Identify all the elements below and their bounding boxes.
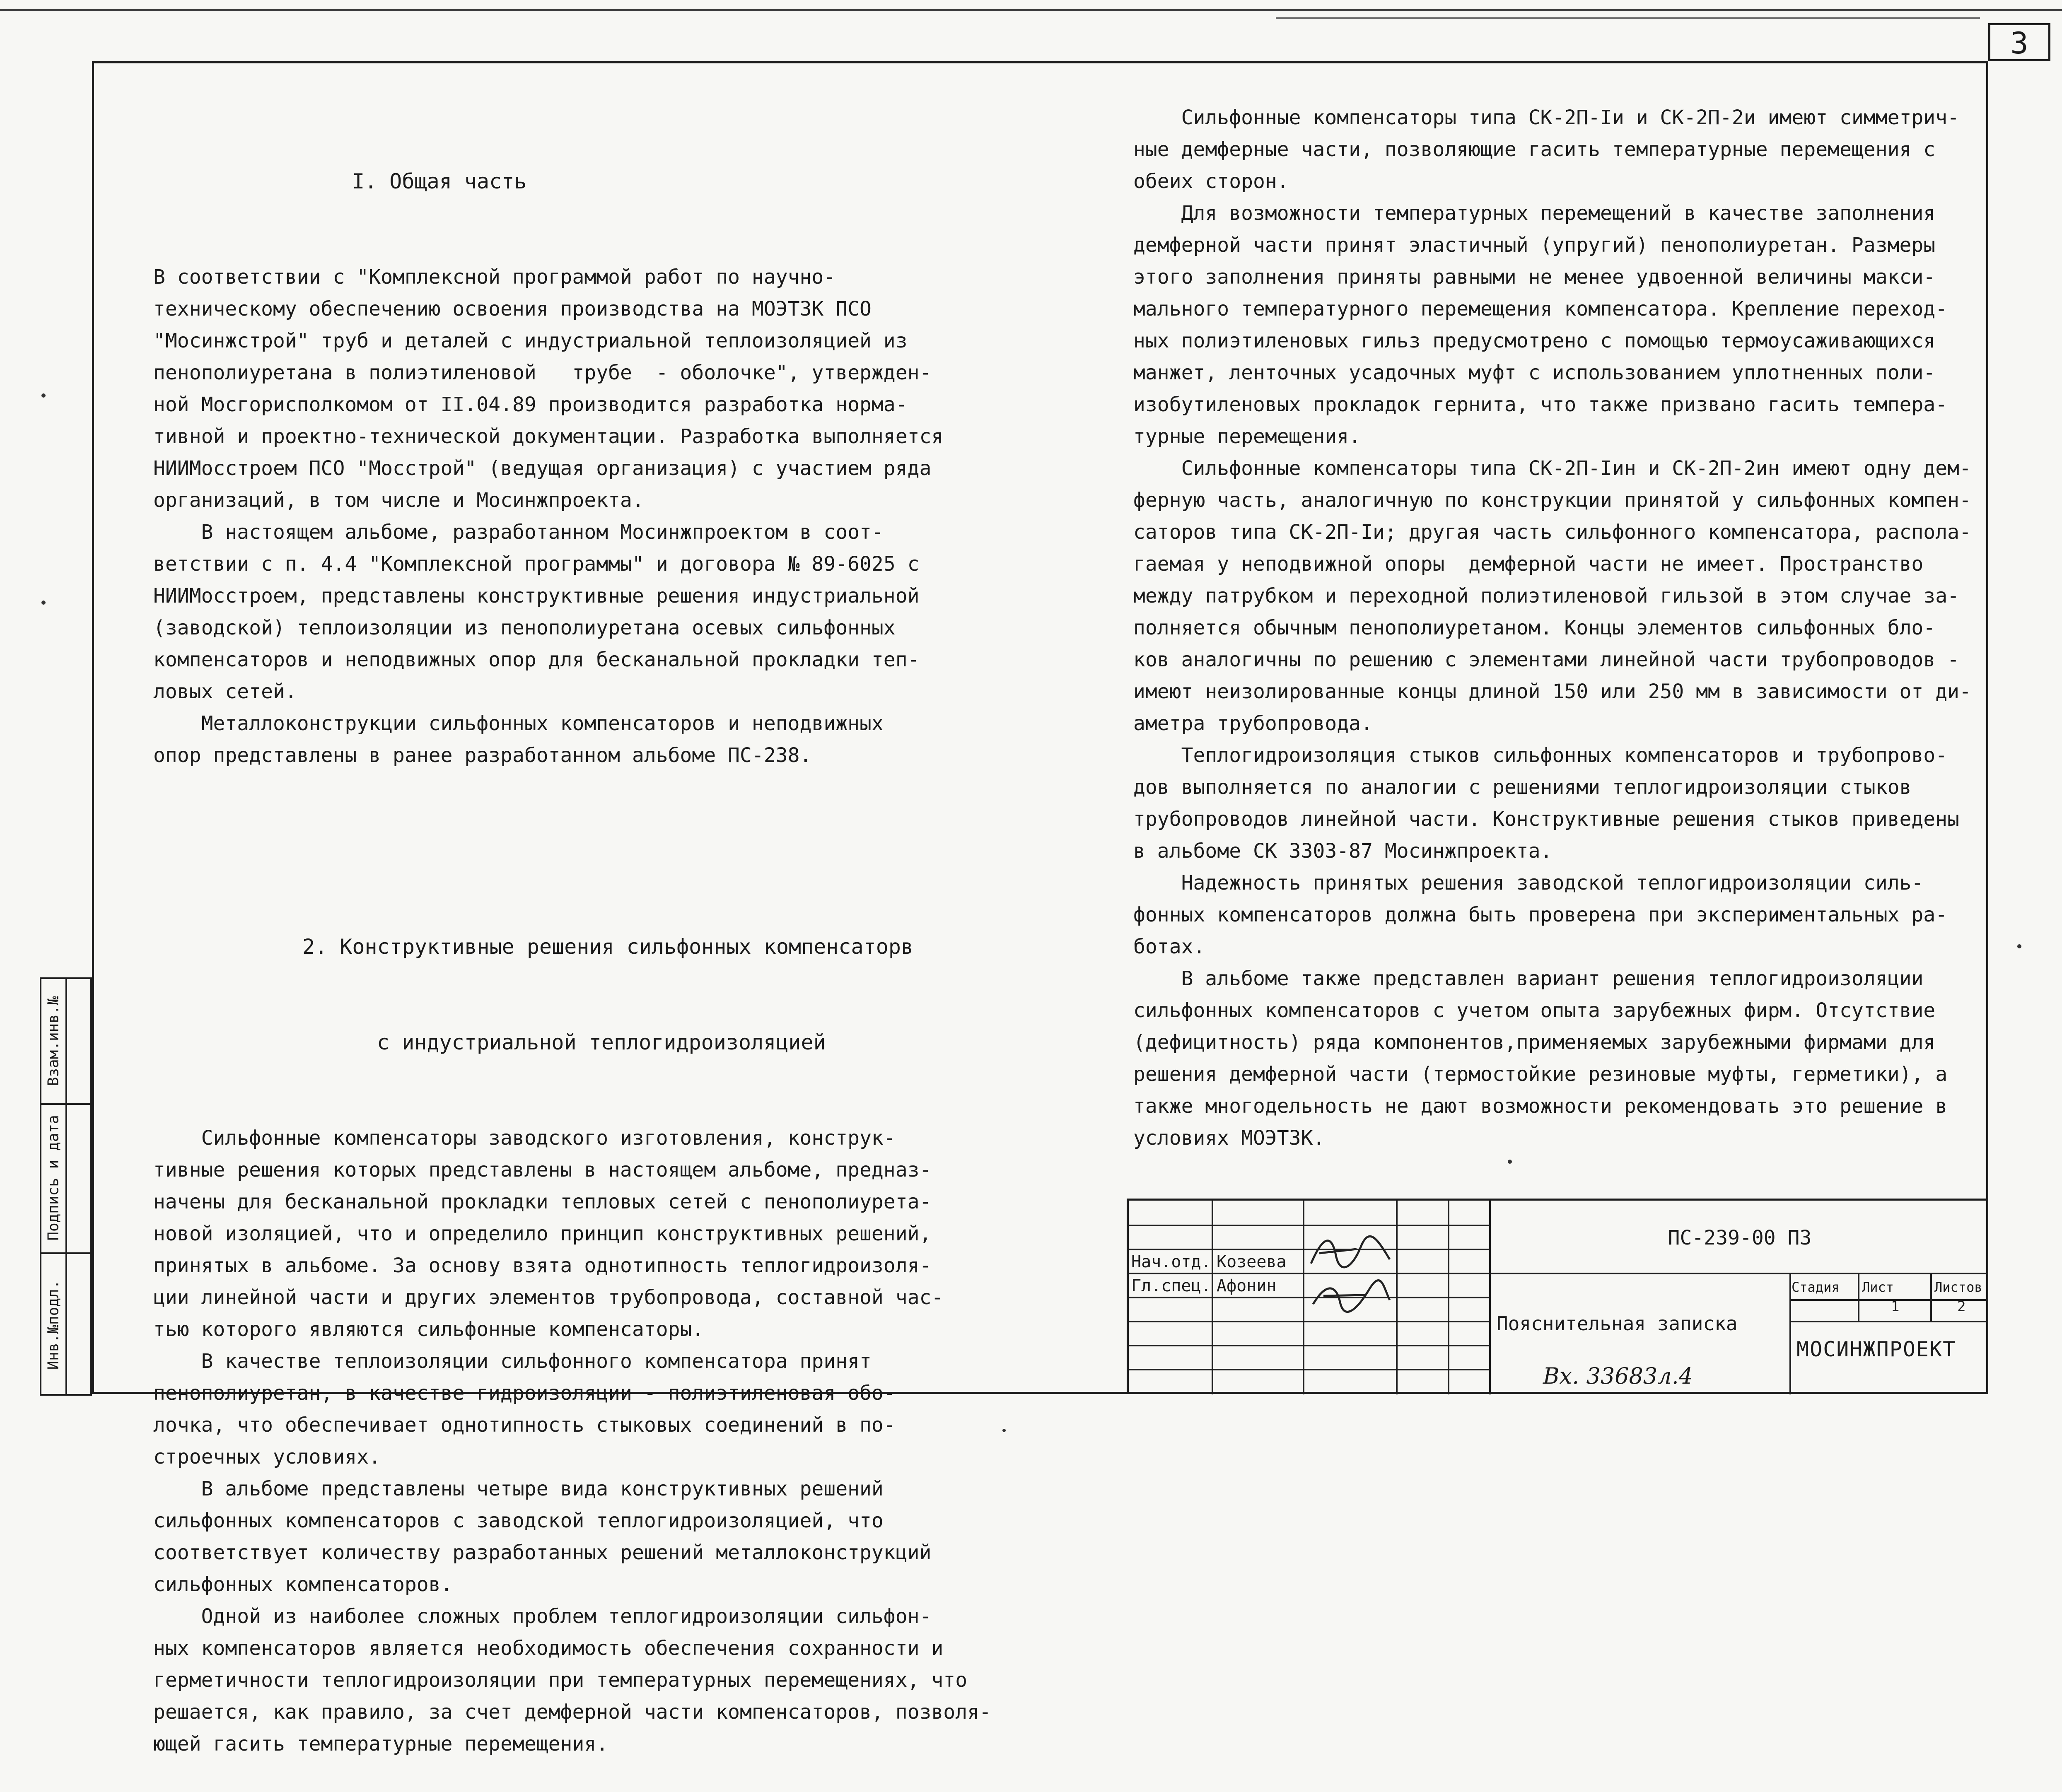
section2-heading-line2: с индустриальной теплогидроизоляцией — [377, 1030, 826, 1054]
text-line: Для возможности температурных перемещений в качестве заполнения — [1133, 202, 1936, 225]
left-column — [153, 102, 991, 1792]
stamp-divider-vertical — [65, 979, 67, 1394]
text-line: полняется обычным пенополиуретаном. Концы элементов сильфонных бло- — [1133, 616, 1936, 639]
scan-speck — [1002, 1429, 1006, 1432]
text-line: тивные решения которых представлены в настоящем альбоме, предназ- — [153, 1158, 932, 1182]
name-afonin: Афонин — [1217, 1276, 1277, 1295]
document-code: ПС-239-00 ПЗ — [1668, 1226, 1812, 1249]
signature-2 — [1307, 1275, 1394, 1317]
stage-label: Стадия — [1792, 1279, 1840, 1295]
scan-speck — [2017, 944, 2021, 948]
text-line: сильфонных компенсаторов. — [153, 1573, 453, 1596]
text-line: В альбоме представлены четыре вида конструктивных решений — [153, 1477, 884, 1500]
text-line: пенополиуретана в полиэтиленовой трубе - оболочке", утвержден- — [153, 361, 932, 384]
text-line: организаций, в том числе и Мосинжпроекта. — [153, 489, 644, 512]
text-line: НИИМосстроем, представлены конструктивные решения индустриальной — [153, 584, 920, 608]
text-line: ных компенсаторов является необходимость обеспечения сохранности и — [153, 1637, 944, 1660]
scan-speck — [41, 601, 46, 605]
text-line: пенополиуретан, в качестве гидроизоляции - полиэтиленовая обо- — [153, 1382, 896, 1405]
name-kozeeva: Козеева — [1217, 1252, 1287, 1271]
text-line: новой изоляцией, что и определило принцип конструктивных решений, — [153, 1222, 932, 1245]
text-line: сильфонных компенсаторов с учетом опыта зарубежных фирм. Отсутствие — [1133, 999, 1936, 1022]
text-line: изобутиленовых прокладок гернита, что также призвано гасить темпера- — [1133, 393, 1948, 416]
scan-speck — [1508, 1160, 1512, 1164]
text-line: начены для бесканальной прокладки тепловых сетей с пенополиурета- — [153, 1190, 932, 1213]
text-line: решения демферной части (термостойкие резиновые муфты, герметики), а — [1133, 1063, 1948, 1086]
text-line: ных полиэтиленовых гильз предусмотрено с помощью термоусаживающихся — [1133, 329, 1936, 352]
sheet-number: 3 — [1988, 23, 2050, 61]
sheet-label: Лист — [1862, 1279, 1894, 1295]
text-line: В настоящем альбоме, разработанном Мосинжпроектом в соот- — [153, 521, 884, 544]
text-line: между патрубком и переходной полиэтиленовой гильзой в этом случае за- — [1133, 584, 1959, 608]
signature-1 — [1307, 1230, 1394, 1272]
text-line: В соответствии с "Комплексной программой работ по научно- — [153, 265, 836, 289]
sheets-value: 2 — [1957, 1298, 1966, 1315]
side-stamp — [40, 977, 92, 1396]
sheet-value: 1 — [1891, 1298, 1900, 1315]
text-line: Надежность принятых решения заводской теплогидроизоляции силь- — [1133, 871, 1924, 895]
text-line: компенсаторов и неподвижных опор для бесканальной прокладки теп- — [153, 648, 920, 671]
text-line: мального температурного перемещения компенсатора. Крепление переход- — [1133, 297, 1948, 321]
text-line: условиях МОЭТЗК. — [1133, 1126, 1325, 1150]
inventory-note: Вх. 33683л.4 — [1543, 1363, 1693, 1389]
section1-heading: I. Общая часть — [352, 169, 527, 193]
title-block — [1127, 1199, 1988, 1394]
text-line: опор представлены в ранее разработанном альбоме ПС-238. — [153, 744, 812, 767]
top-border-line-2 — [1276, 17, 1980, 19]
text-line: Металлоконструкции сильфонных компенсаторов и неподвижных — [153, 712, 884, 735]
text-line: В качестве теплоизоляции сильфонного компенсатора принят — [153, 1350, 872, 1373]
text-line: ные демферные части, позволяющие гасить температурные перемещения с — [1133, 138, 1936, 161]
organization-name: МОСИНЖПРОЕКТ — [1796, 1337, 1956, 1361]
right-column — [1133, 102, 1971, 1154]
text-line: этого заполнения приняты равными не менее удвоенной величины макси- — [1133, 265, 1936, 289]
text-line: ферную часть, аналогичную по конструкции принятой у сильфонных компен- — [1133, 489, 1971, 512]
text-line: НИИМосстроем ПСО "Мосстрой" (ведущая организация) с участием ряда — [153, 457, 932, 480]
text-line: обеих сторон. — [1133, 170, 1289, 193]
text-line: В альбоме также представлен вариант решения теплогидроизоляции — [1133, 967, 1924, 990]
text-line: "Мосинжстрой" труб и деталей с индустриальной теплоизоляцией из — [153, 329, 908, 352]
text-line: ловых сетей. — [153, 680, 297, 703]
role-gl-spec: Гл.спец. — [1131, 1276, 1211, 1295]
text-line: принятых в альбоме. За основу взята однотипность теплогидроизоля- — [153, 1254, 932, 1277]
text-line: лочка, что обеспечивает однотипность стыковых соединений в по- — [153, 1413, 896, 1437]
text-line: турные перемещения. — [1133, 425, 1361, 448]
stamp-divider — [41, 1103, 90, 1105]
text-line: Сильфонные компенсаторы типа СК-2П-Iин и СК-2П-2ин имеют одну дем- — [1133, 457, 1971, 480]
text-line: строечных условиях. — [153, 1445, 381, 1469]
scan-speck — [41, 393, 46, 398]
stamp-podpis-data-label: Подпись и дата — [45, 1115, 62, 1241]
text-line: аметра трубопровода. — [1133, 712, 1373, 735]
text-line: фонных компенсаторов должна быть проверена при экспериментальных ра- — [1133, 903, 1948, 926]
text-line: соответствует количеству разработанных решений металлоконструкций — [153, 1541, 932, 1564]
text-line: гаемая у неподвижной опоры демферной части не имеет. Пространство — [1133, 552, 1924, 576]
text-line: сильфонных компенсаторов с заводской теплогидроизоляцией, что — [153, 1509, 884, 1532]
text-line: саторов типа СК-2П-Iи; другая часть сильфонного компенсатора, распола- — [1133, 521, 1971, 544]
text-line: тивной и проектно-технической документации. Разработка выполняется — [153, 425, 944, 448]
stamp-divider — [41, 1252, 90, 1254]
text-line: ботах. — [1133, 935, 1205, 958]
text-line: решается, как правило, за счет демферной части компенсаторов, позволя- — [153, 1700, 991, 1724]
text-line: ющей гасить температурные перемещения. — [153, 1732, 608, 1756]
text-line: (заводской) теплоизоляции из пенополиуретана осевых сильфонных — [153, 616, 896, 639]
section1-body — [153, 261, 991, 772]
text-line: трубопроводов линейной части. Конструктивные решения стыков приведены — [1133, 808, 1959, 831]
stamp-vzam-inv-label: Взам.инв.№ — [45, 996, 62, 1086]
text-line: Теплогидроизоляция стыков сильфонных компенсаторов и трубопрово- — [1133, 744, 1948, 767]
text-line: ков аналогичны по решению с элементами линейной части трубопроводов - — [1133, 648, 1959, 671]
text-line: ветствии с п. 4.4 "Комплексной программы" и договора № 89-6025 с — [153, 552, 920, 576]
text-line: техническому обеспечению освоения производства на МОЭТЗК ПСО — [153, 297, 872, 321]
sheets-label: Листов — [1934, 1279, 1982, 1295]
text-line: герметичности теплогидроизоляции при температурных перемещениях, что — [153, 1669, 968, 1692]
text-line: ной Мосгорисполкомом от II.04.89 производится разработка норма- — [153, 393, 908, 416]
text-line: (дефицитность) ряда компонентов,применяемых зарубежными фирмами для — [1133, 1031, 1936, 1054]
text-line: Сильфонные компенсаторы типа СК-2П-Iи и СК-2П-2и имеют симметрич- — [1133, 106, 1959, 129]
text-line: в альбоме СК 3303-87 Мосинжпроекта. — [1133, 839, 1553, 863]
text-line: Одной из наиболее сложных проблем теплогидроизоляции сильфон- — [153, 1605, 932, 1628]
text-line: также многодельность не дают возможности рекомендовать это решение в — [1133, 1095, 1948, 1118]
text-line: Сильфонные компенсаторы заводского изготовления, конструк- — [153, 1126, 896, 1150]
section2-body — [153, 1122, 991, 1760]
text-line: дов выполняется по аналогии с решениями теплогидроизоляции стыков — [1133, 776, 1912, 799]
section2-heading-line1: 2. Конструктивные решения сильфонных компенсаторв — [302, 935, 914, 959]
text-line: ции линейной части и других элементов трубопровода, составной час- — [153, 1286, 944, 1309]
text-line: имеют неизолированные концы длиной 150 или 250 мм в зависимости от ди- — [1133, 680, 1971, 703]
text-line: манжет, ленточных усадочных муфт с использованием уплотненных поли- — [1133, 361, 1936, 384]
stamp-inv-podl-label: Инв.№подл. — [45, 1280, 62, 1370]
role-nach-otd: Нач.отд. — [1131, 1252, 1211, 1271]
top-border-line — [0, 9, 2062, 11]
document-title: Пояснительная записка — [1497, 1312, 1738, 1335]
text-line: тью которого являются сильфонные компенсаторы. — [153, 1318, 704, 1341]
text-line: демферной части принят эластичный (упругий) пенополиуретан. Размеры — [1133, 234, 1936, 257]
